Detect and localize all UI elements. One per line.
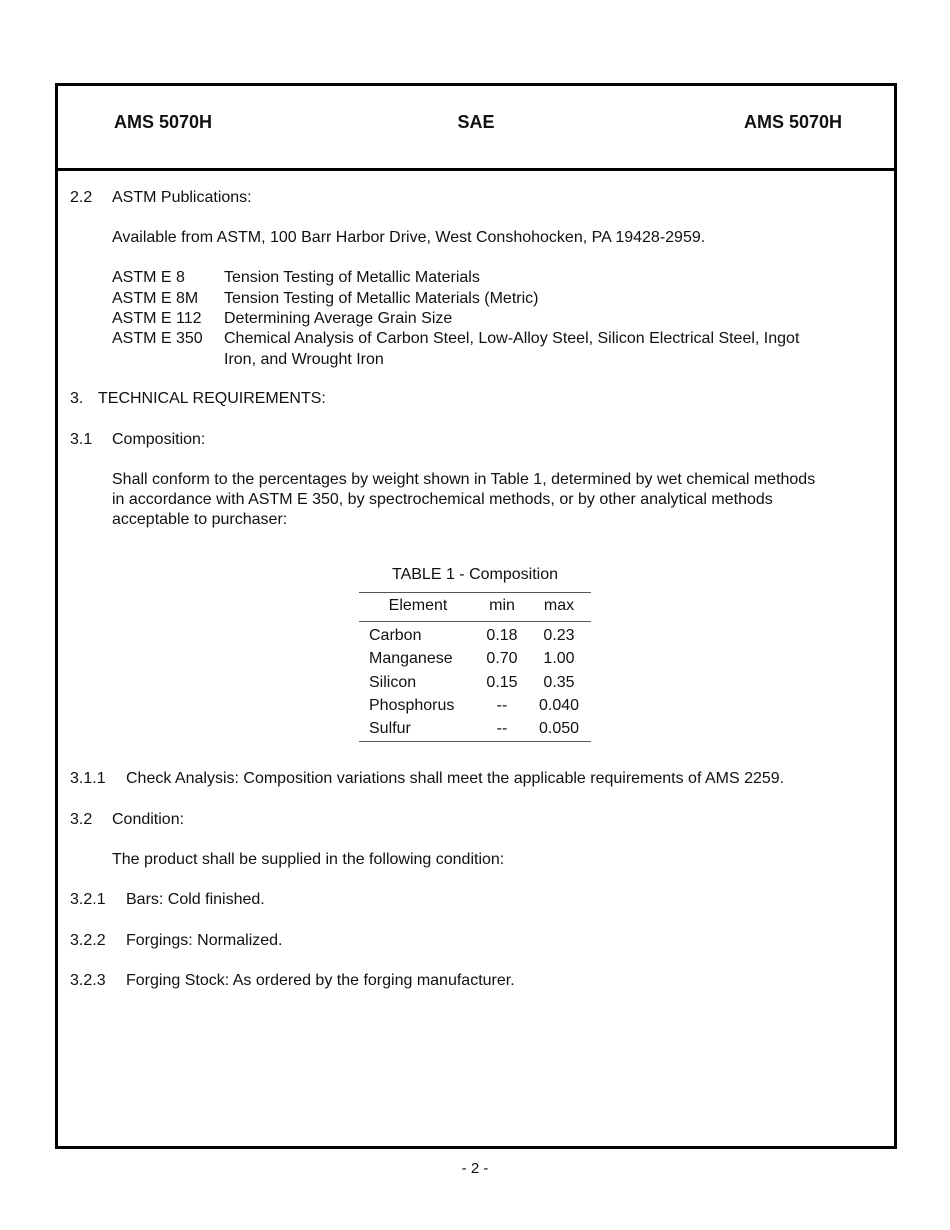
section-3-1-number: 3.1 — [70, 431, 93, 448]
header-element: Element — [359, 593, 477, 622]
cell-max: 0.23 — [543, 627, 575, 644]
cell-max: 0.35 — [543, 673, 575, 691]
cell-min: -- — [496, 720, 508, 738]
table-header-row — [359, 593, 591, 622]
section-3-title: TECHNICAL REQUIREMENTS: — [98, 390, 326, 407]
cell-min: 0.18 — [486, 627, 518, 644]
table — [359, 592, 591, 742]
section-3-2-3-text: Forging Stock: As ordered by the forging manufacturer. — [126, 972, 515, 989]
cell-min: -- — [496, 696, 508, 714]
table-row — [359, 694, 591, 717]
table-caption: TABLE 1 - Composition — [392, 566, 558, 583]
ref-title: Tension Testing of Metallic Materials — [224, 269, 480, 286]
table-row — [359, 671, 591, 694]
paragraph-line: acceptable to purchaser: — [112, 511, 288, 528]
ref-title: Determining Average Grain Size — [224, 310, 453, 327]
section-2-2-title: ASTM Publications: — [112, 189, 252, 206]
cell-max: 0.050 — [538, 720, 580, 738]
section-3-1-1-number: 3.1.1 — [70, 770, 106, 787]
header-doc-number-right: AMS 5070H — [743, 112, 842, 132]
header-doc-number-left: AMS 5070H — [114, 112, 213, 132]
ref-code: ASTM E 8M — [112, 290, 199, 307]
ref-code: ASTM E 8 — [112, 269, 185, 286]
section-2-2-number: 2.2 — [70, 189, 93, 206]
cell-element: Phosphorus — [369, 696, 455, 714]
page-number: - 2 - — [461, 1160, 489, 1177]
section-3-2-1-number: 3.2.1 — [70, 891, 106, 908]
cell-max: 1.00 — [543, 650, 575, 668]
composition-table — [359, 563, 591, 742]
header-max: max — [527, 593, 591, 622]
page-header — [58, 86, 894, 171]
table-row — [359, 622, 591, 648]
section-3-2-number: 3.2 — [70, 811, 93, 828]
section-3-1-title: Composition: — [112, 431, 206, 448]
ref-title: Chemical Analysis of Carbon Steel, Low-Alloy Steel, Silicon Electrical Steel, Ingot — [224, 330, 800, 347]
section-3-2-title: Condition: — [112, 811, 185, 828]
ref-code: ASTM E 112 — [112, 310, 202, 327]
cell-element: Silicon — [369, 673, 417, 691]
cell-min: 0.70 — [486, 650, 518, 668]
cell-min: 0.15 — [486, 673, 518, 691]
cell-max: 0.040 — [538, 696, 580, 714]
ref-title-continued: Iron, and Wrought Iron — [224, 351, 384, 368]
astm-availability: Available from ASTM, 100 Barr Harbor Drive, West Conshohocken, PA 19428-2959. — [112, 229, 706, 246]
header-min: min — [477, 593, 527, 622]
ref-title: Tension Testing of Metallic Materials (Metric) — [224, 290, 539, 307]
section-3-2-2-text: Forgings: Normalized. — [126, 932, 283, 949]
paragraph-line: in accordance with ASTM E 350, by spectrochemical methods, or by other analytical methods — [112, 491, 773, 508]
section-3-2-2-number: 3.2.2 — [70, 932, 106, 949]
cell-element: Manganese — [369, 650, 453, 668]
cell-element: Carbon — [369, 627, 422, 644]
section-3-2-paragraph: The product shall be supplied in the following condition: — [112, 851, 505, 868]
section-3-number: 3. — [70, 390, 84, 407]
cell-element: Sulfur — [369, 720, 411, 738]
section-3-2-3-number: 3.2.3 — [70, 972, 106, 989]
header-org: SAE — [457, 112, 495, 132]
paragraph-line: Shall conform to the percentages by weight shown in Table 1, determined by wet chemical methods — [112, 471, 816, 488]
ref-code: ASTM E 350 — [112, 330, 203, 347]
table-row — [359, 647, 591, 670]
table-row — [359, 717, 591, 742]
section-3-2-1-text: Bars: Cold finished. — [126, 891, 265, 908]
section-3-1-1-text: Check Analysis: Composition variations shall meet the applicable requirements of AMS 2259. — [126, 770, 785, 787]
